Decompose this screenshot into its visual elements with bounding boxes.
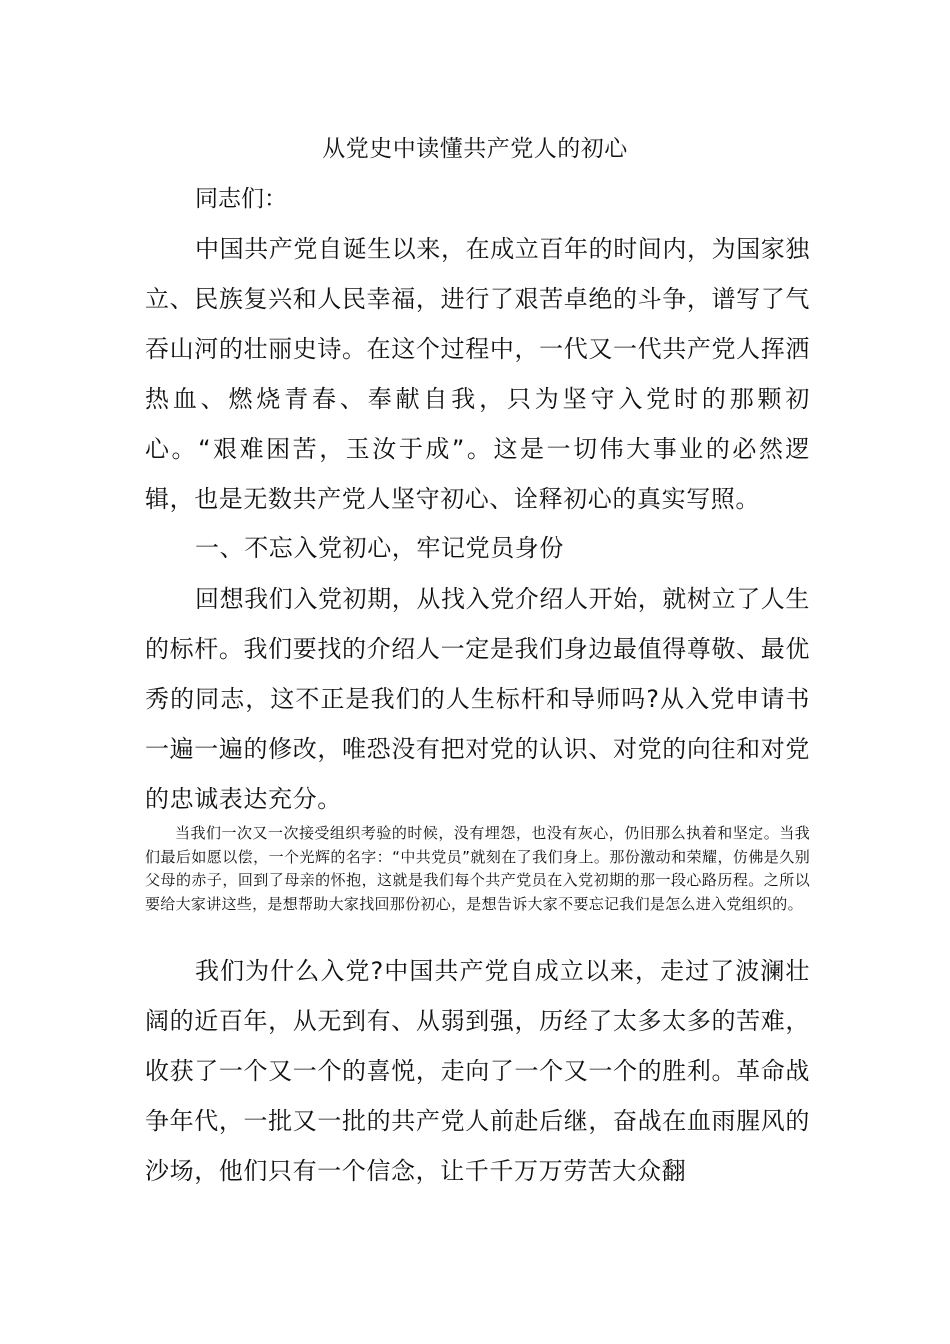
salutation: 同志们： — [195, 186, 287, 212]
paragraph-recall: 回想我们入党初期，从找入党介绍人开始，就树立了人生的标杆。我们要找的介绍人一定是我们身边最值得尊敬、最优秀的同志，这不正是我们的人生标杆和导师吗?从入党申请书一遍一遍的修改，唯恐没有把对党的认识、对党的向往和对党的忠诚表达充分。 — [145, 585, 810, 813]
paragraph-intro: 中国共产党自诞生以来，在成立百年的时间内，为国家独立、民族复兴和人民幸福，进行了艰苦卓绝的斗争，谱写了气吞山河的壮丽史诗。在这个过程中，一代又一代共产党人挥洒热血、燃烧青春、奉献自我，只为坚守入党时的那颗初心。“艰难困苦，玉汝于成”。这是一切伟大事业的必然逻辑，也是无数共产党人坚守初心、诠释初心的真实写照。 — [145, 235, 810, 513]
section-heading: 一、不忘入党初心，牢记党员身份 — [195, 534, 564, 562]
paragraph-small-print: 当我们一次又一次接受组织考验的时候，没有埋怨，也没有灰心，仍旧那么执着和坚定。当我们最后如愿以偿，一个光辉的名字：“中共党员”就刻在了我们身上。那份激动和荣耀，仿佛是久别父母的赤子，回到了母亲的怀抱，这就是我们每个共产党员在入党初期的那一段心路历程。之所以要给大家讲这些，是想帮助大家找回那份初心，是想告诉大家不要忘记我们是怎么进入党组织的。 — [145, 824, 810, 913]
paragraph-why-join: 我们为什么入党?中国共产党自成立以来，走过了波澜壮阔的近百年，从无到有、从弱到强，历经了太多太多的苦难，收获了一个又一个的喜悦，走向了一个又一个的胜利。革命战争年代，一批又一批的共产党人前赴后继，奋战在血雨腥风的沙场，他们只有一个信念，让千千万万劳苦大众翻 — [145, 957, 810, 1185]
page-title: 从党史中读懂共产党人的初心 — [322, 136, 628, 162]
